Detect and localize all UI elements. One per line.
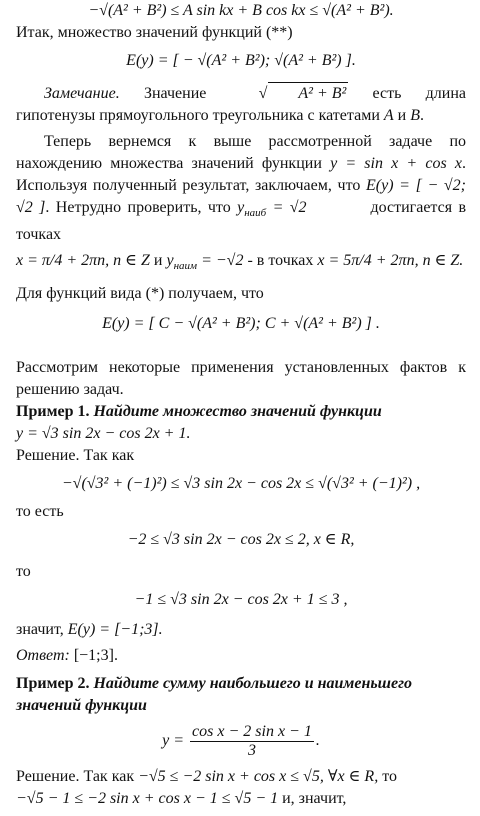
solution-1: Решение. Так как [16, 447, 135, 464]
solution-2 [16, 766, 466, 788]
example-2-inequality: −√5 ≤ −2 sin x + cos x ≤ √5, ∀x ∈ R, [138, 768, 379, 785]
remark-sqrt: √ A² + B² [231, 82, 349, 105]
return-text-1: Теперь вернемся к выше рассмотренной задаче по нахождению множества значений функции [16, 133, 466, 172]
example-2-task: Найдите сумму наибольшего и наименьшего значений функции [16, 675, 412, 714]
paragraph-for-funcs: Для функций вида (*) получаем, что [16, 285, 264, 302]
remark-and: и [397, 107, 407, 124]
example-1-ey: E(y) = [−1;3]. [67, 621, 163, 638]
remark-a: A [383, 107, 394, 124]
means-line [16, 619, 466, 641]
in-points: - в точках [247, 252, 314, 269]
then-word: то [16, 563, 31, 580]
last-tail: и, значит, [282, 790, 347, 807]
paragraph-consider: Рассмотрим некоторые применения установленных фактов к решению задач. [16, 359, 466, 398]
example-1-label: Пример 1. [16, 403, 90, 420]
paragraph-points [16, 250, 466, 277]
last-line [16, 788, 466, 810]
spacer [16, 343, 466, 357]
example-2-then: то [382, 768, 397, 785]
means-word: значит, [16, 621, 64, 638]
paragraph-return [16, 131, 466, 246]
points-1: x = π/4 + 2πn, n ∈ Z [16, 252, 150, 269]
example-2-heading [16, 673, 466, 717]
return-text-3: . Нетрудно проверить, что [45, 199, 231, 216]
paragraph-itak: Итак, множество значений функций (**) [16, 24, 293, 41]
answer-line [16, 645, 466, 667]
answer-value: [−1;3]. [73, 647, 118, 664]
example-1-inequality: −√(√3² + (−1)²) ≤ √3 sin 2x − cos 2x ≤ √(√3² + (−1)²) , [61, 475, 421, 492]
y-max: $y_{наиб} = √2$ [237, 199, 307, 219]
points-2: x = 5π/4 + 2πn, n ∈ Z. [317, 252, 464, 269]
example-2-label: Пример 2. [16, 675, 90, 692]
remark-end: . [420, 107, 424, 124]
example-2-function: y = $\frac{\text{cos x − 2 sin x − 1}}{3}$ . [162, 723, 320, 759]
example-1-heading [16, 401, 466, 423]
example-1-inequality-2: −2 ≤ √3 sin 2x − cos 2x ≤ 2, x ∈ R, [127, 531, 355, 548]
fraction-numerator: cos x − 2 sin x − 1 [192, 723, 312, 740]
remark-text-1: Значение [143, 85, 207, 102]
example-1-task: Найдите множество значений функции [93, 403, 382, 420]
paragraph-remark [16, 82, 466, 127]
remark-text-2: есть длина гипотенузы прямоугольного треугольника с катетами [16, 85, 467, 124]
reached-text: достигается в точках [16, 199, 467, 243]
equation-top: −√(A² + B²) ≤ A sin kx + B cos kx ≤ √(A² + B²). [88, 2, 394, 19]
y-min: $y_{наим} = -√2$ [166, 252, 244, 272]
return-text-2: . Используя полученный результат, заключаем, что [16, 155, 466, 194]
solution-2-text: Решение. Так как [16, 768, 135, 785]
equation-range-2: E(y) = [ C − √(A² + B²); C + √(A² + B²) ] . [102, 315, 380, 332]
fraction-denominator: 3 [247, 742, 256, 759]
that-is: то есть [16, 503, 64, 520]
answer-label: Ответ: [16, 647, 70, 664]
and-word: и [153, 252, 163, 269]
remark-label: Замечание. [44, 85, 120, 102]
return-ey: E(y) = [ − √2; √2 ] [16, 177, 467, 216]
example-1-inequality-3: −1 ≤ √3 sin 2x − cos 2x + 1 ≤ 3 , [134, 591, 348, 608]
remark-b: B [410, 107, 420, 124]
example-1-function: y = √3 sin 2x − cos 2x + 1. [16, 425, 191, 442]
return-func: y = sin x + cos x [330, 155, 462, 172]
last-inequality: −√5 − 1 ≤ −2 sin x + cos x − 1 ≤ √5 − 1 [16, 790, 279, 807]
equation-range-1: E(y) = [ − √(A² + B²); √(A² + B²) ]. [126, 52, 356, 69]
example-2-fraction [190, 723, 314, 760]
